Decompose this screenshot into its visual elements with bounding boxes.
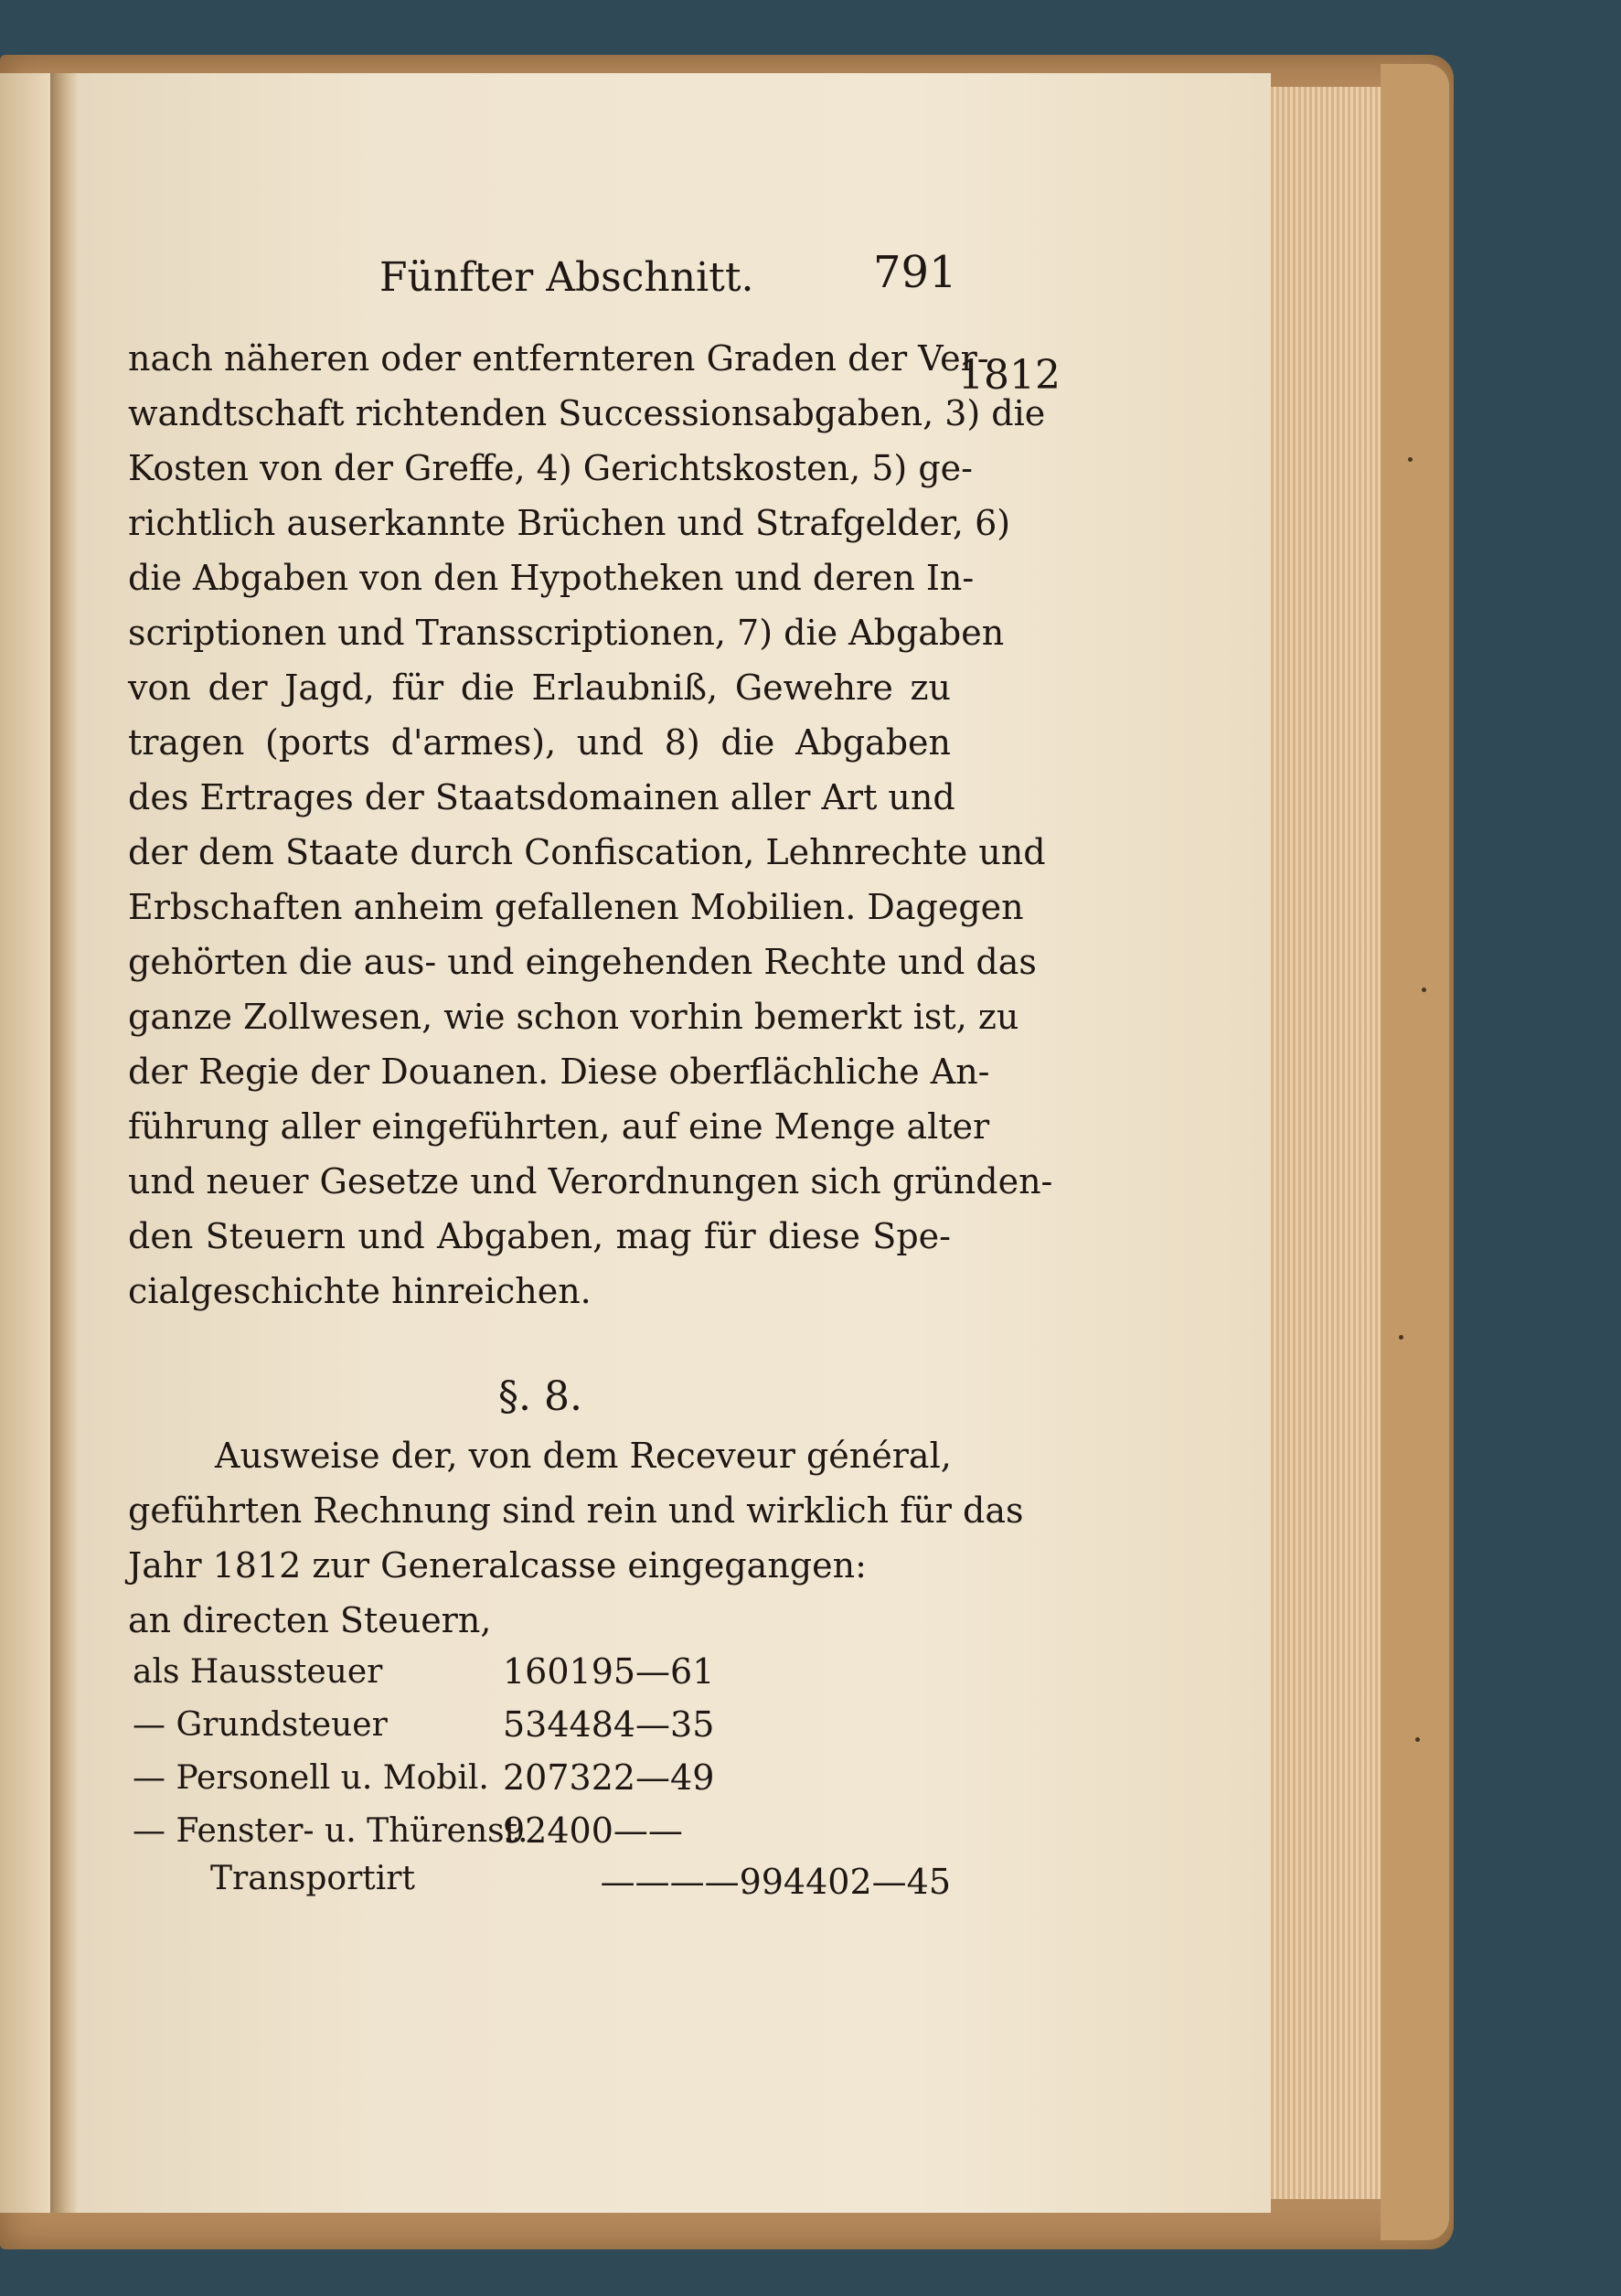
foxing-spot [1422, 988, 1426, 992]
body-line: von der Jagd, für die Erlaubniß, Gewehre zu [128, 667, 951, 708]
section-line: Jahr 1812 zur Generalcasse eingegangen: [128, 1545, 867, 1586]
table-row-label: als Haussteuer [133, 1653, 383, 1691]
section-line: Ausweise der, von dem Receveur général, [215, 1436, 952, 1476]
margin-year: 1812 [958, 352, 1061, 399]
body-line: cialgeschichte hinreichen. [128, 1271, 592, 1311]
section-heading: §. 8. [498, 1373, 582, 1420]
section-line: an directen Steuern, [128, 1600, 492, 1640]
body-line: wandtschaft richtenden Successionsabgaben, 3) die [128, 393, 1046, 433]
body-line: der dem Staate durch Confiscation, Lehnrechte und [128, 832, 1046, 872]
foxing-spot [1399, 1335, 1403, 1340]
body-line: Erbschaften anheim gefallenen Mobilien. Dagegen [128, 887, 1024, 927]
table-row-label: — Personell u. Mobil. [133, 1759, 489, 1797]
left-page-edge [0, 73, 50, 2213]
table-row-label: — Fenster- u. Thürenst. [133, 1812, 528, 1850]
body-line: ganze Zollwesen, wie schon vorhin bemerkt ist, zu [128, 997, 1019, 1037]
page-number: 791 [873, 247, 957, 298]
table-row-value: 160195—61 [503, 1651, 715, 1692]
body-line: nach näheren oder entfernteren Graden der Ver- [128, 338, 989, 379]
table-row-value: 92400—— [503, 1810, 683, 1851]
body-line: und neuer Gesetze und Verordnungen sich gründen- [128, 1161, 1053, 1201]
body-line: gehörten die aus- und eingehenden Rechte und das [128, 942, 1037, 982]
foxing-spot [1415, 1737, 1420, 1742]
table-row-value: 207322—49 [503, 1757, 715, 1798]
section-line: geführten Rechnung sind rein und wirklich für das [128, 1490, 1024, 1531]
table-row-label: — Grundsteuer [133, 1706, 388, 1744]
body-line: führung aller eingeführten, auf eine Menge alter [128, 1106, 990, 1147]
running-header: Fünfter Abschnitt. [379, 254, 754, 301]
transport-label: Transportirt [210, 1860, 415, 1897]
body-line: der Regie der Douanen. Diese oberflächliche An- [128, 1052, 990, 1092]
page-edges [1271, 87, 1381, 2199]
cover-edge [1381, 64, 1449, 2240]
body-line: richtlich auserkannte Brüchen und Strafgelder, 6) [128, 503, 1011, 543]
book-gutter [50, 73, 78, 2213]
transport-total: ————994402—45 [600, 1862, 951, 1902]
body-line: scriptionen und Transscriptionen, 7) die Abgaben [128, 613, 1005, 653]
body-line: Kosten von der Greffe, 4) Gerichtskosten, 5) ge- [128, 448, 973, 488]
body-line: den Steuern und Abgaben, mag für diese Spe- [128, 1216, 951, 1256]
body-line: tragen (ports d'armes), und 8) die Abgaben [128, 722, 951, 763]
body-line: die Abgaben von den Hypotheken und deren In- [128, 558, 975, 598]
body-line: des Ertrages der Staatsdomainen aller Art und [128, 777, 955, 817]
table-row-value: 534484—35 [503, 1704, 715, 1745]
foxing-spot [1408, 457, 1413, 462]
